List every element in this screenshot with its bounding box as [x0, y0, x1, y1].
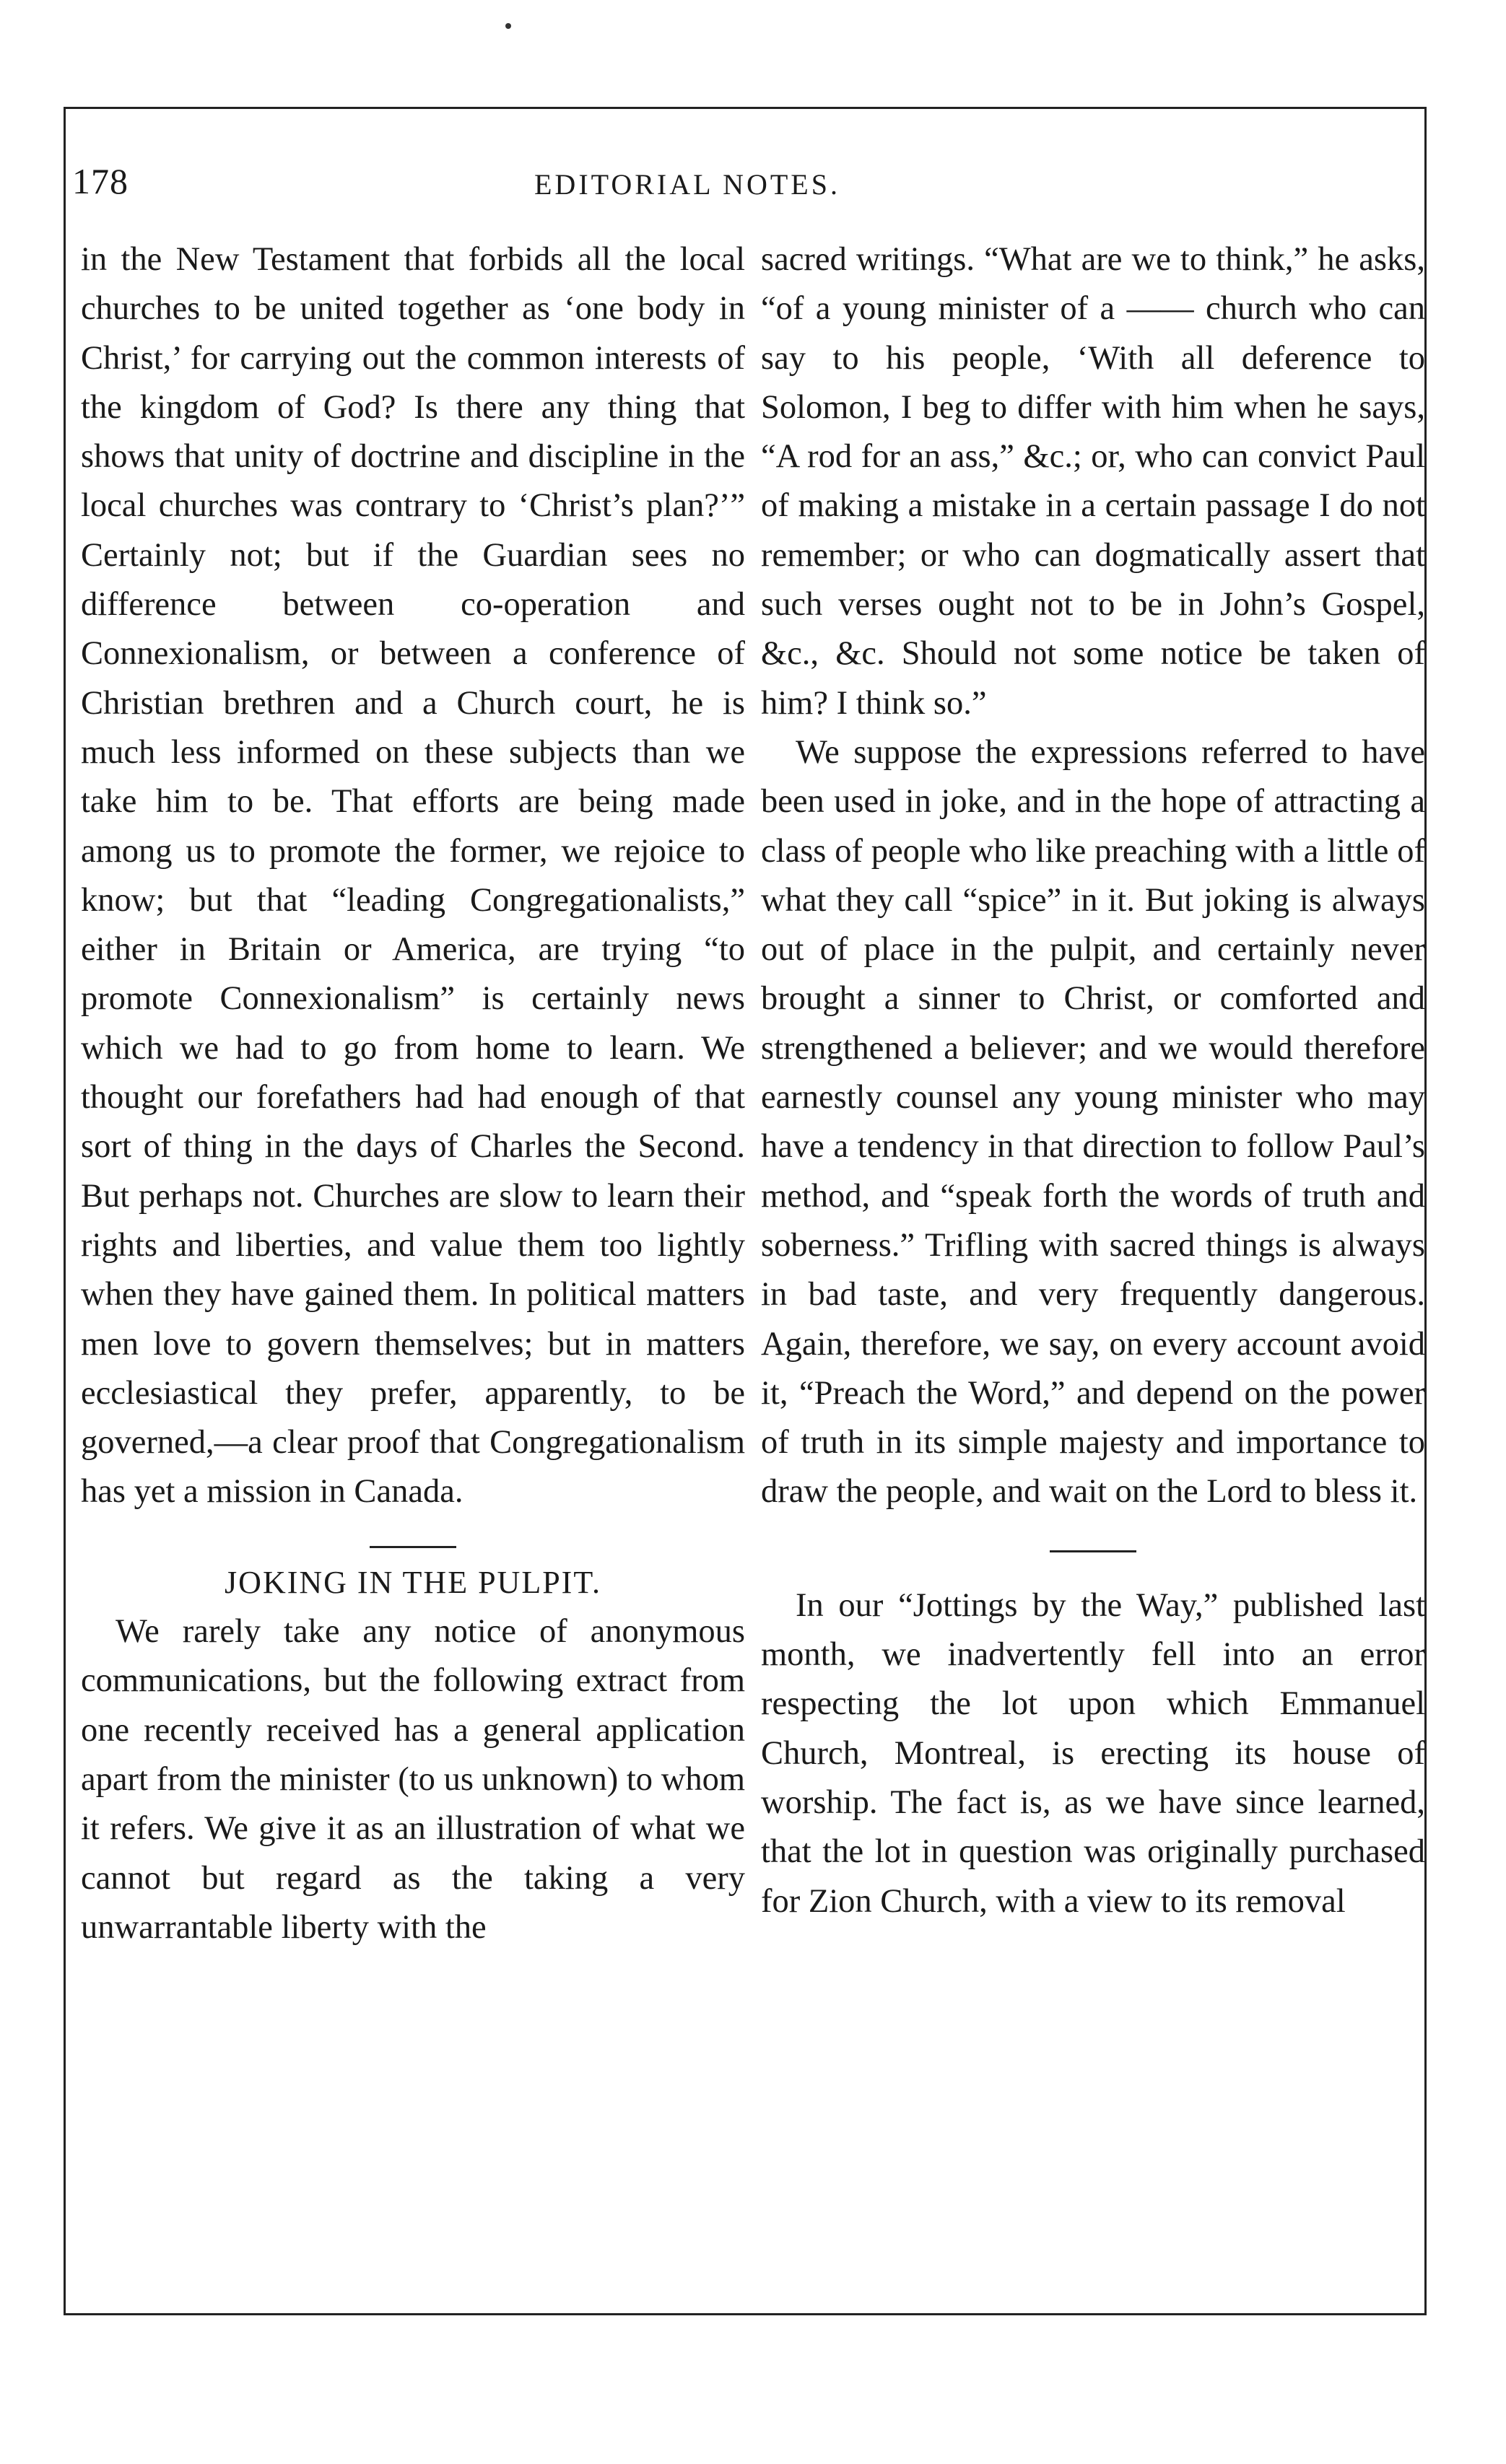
right-paragraph-3: In our “Jottings by the Way,” published last month, we inadvertently fell into an error respecting the lot upon which Emmanuel Church, Montreal, is erecting its house of worship. The fact is, as we have since learned, that the lot in question was originally purchased for Zion Church, with a view to its removal	[761, 1586, 1425, 1920]
stray-dot	[505, 23, 511, 29]
page-number: 178	[72, 161, 129, 201]
section-heading: JOKING IN THE PULPIT.	[225, 1564, 601, 1600]
section-divider-right	[1050, 1550, 1136, 1552]
running-title: EDITORIAL NOTES.	[534, 168, 840, 201]
right-paragraph-2: We suppose the expressions referred to have been used in joke, and in the hope of attracting a class of people who like preaching with a little of what they call “spice” in it. But joking is always out of place in the pulpit, and certainly never brought a sinner to Christ, or comforted and strengthened a believer; and we would therefore earnestly counsel any young minister who may have a tendency in that direction to follow Paul’s method, and “speak forth the words of truth and soberness.” Trifling with sacred things is always in bad taste, and very frequently dangerous. Again, therefore, we say, on every account avoid it, “Preach the Word,” and depend on the power of truth in its simple majesty and importance to draw the people, and wait on the Lord to bless it.	[761, 733, 1425, 1511]
right-paragraph-1: sacred writings. “What are we to think,” he asks, “of a young minister of a —— church who can say to his people, ‘With all deference to Solomon, I beg to differ with him when he says, “A rod for an ass,” &c.; or, who can convict Paul of making a mistake in a certain passage I do not remember; or who can dogmatically assert that such verses ought not to be in John’s Gospel, &c., &c. Should not some notice be taken of him? I think so.”	[761, 241, 1425, 722]
left-paragraph-1: in the New Testament that forbids all the local churches to be united together as ‘one body in Christ,’ for carrying out the common interests of the kingdom of God? Is there any thing that shows that unity of doctrine and discipline in the local churches was contrary to ‘Christ’s plan?’” Certainly not; but if the Guardian sees no difference between co-operation and Connexionalism, or between a conference of Christian brethren and a Church court, he is much less informed on these subjects than we take him to be. That efforts are being made among us to promote the former, we rejoice to know; but that “leading Congregationalists,” either in Britain or America, are trying “to promote Connexionalism” is certainly news which we had to go from home to learn. We thought our forefathers had had enough of that sort of thing in the days of Charles the Second. But perhaps not. Churches are slow to learn their rights and liberties, and value them too lightly when they have gained them. In political matters men love to govern themselves; but in matters ecclesiastical they prefer, apparently, to be governed,—a clear proof that Congregationalism has yet a mission in Canada.	[81, 241, 745, 1511]
left-column	[81, 235, 745, 1952]
right-column	[761, 235, 1425, 1926]
section-divider	[370, 1546, 456, 1548]
left-paragraph-2: We rarely take any notice of anonymous communications, but the following extract from one recently received has a general application apart from the minister (to us unknown) to whom it refers. We give it as an illustration of what we cannot but regard as the taking a very unwarrantable liberty with the	[81, 1613, 745, 1946]
page-header	[72, 160, 1415, 211]
